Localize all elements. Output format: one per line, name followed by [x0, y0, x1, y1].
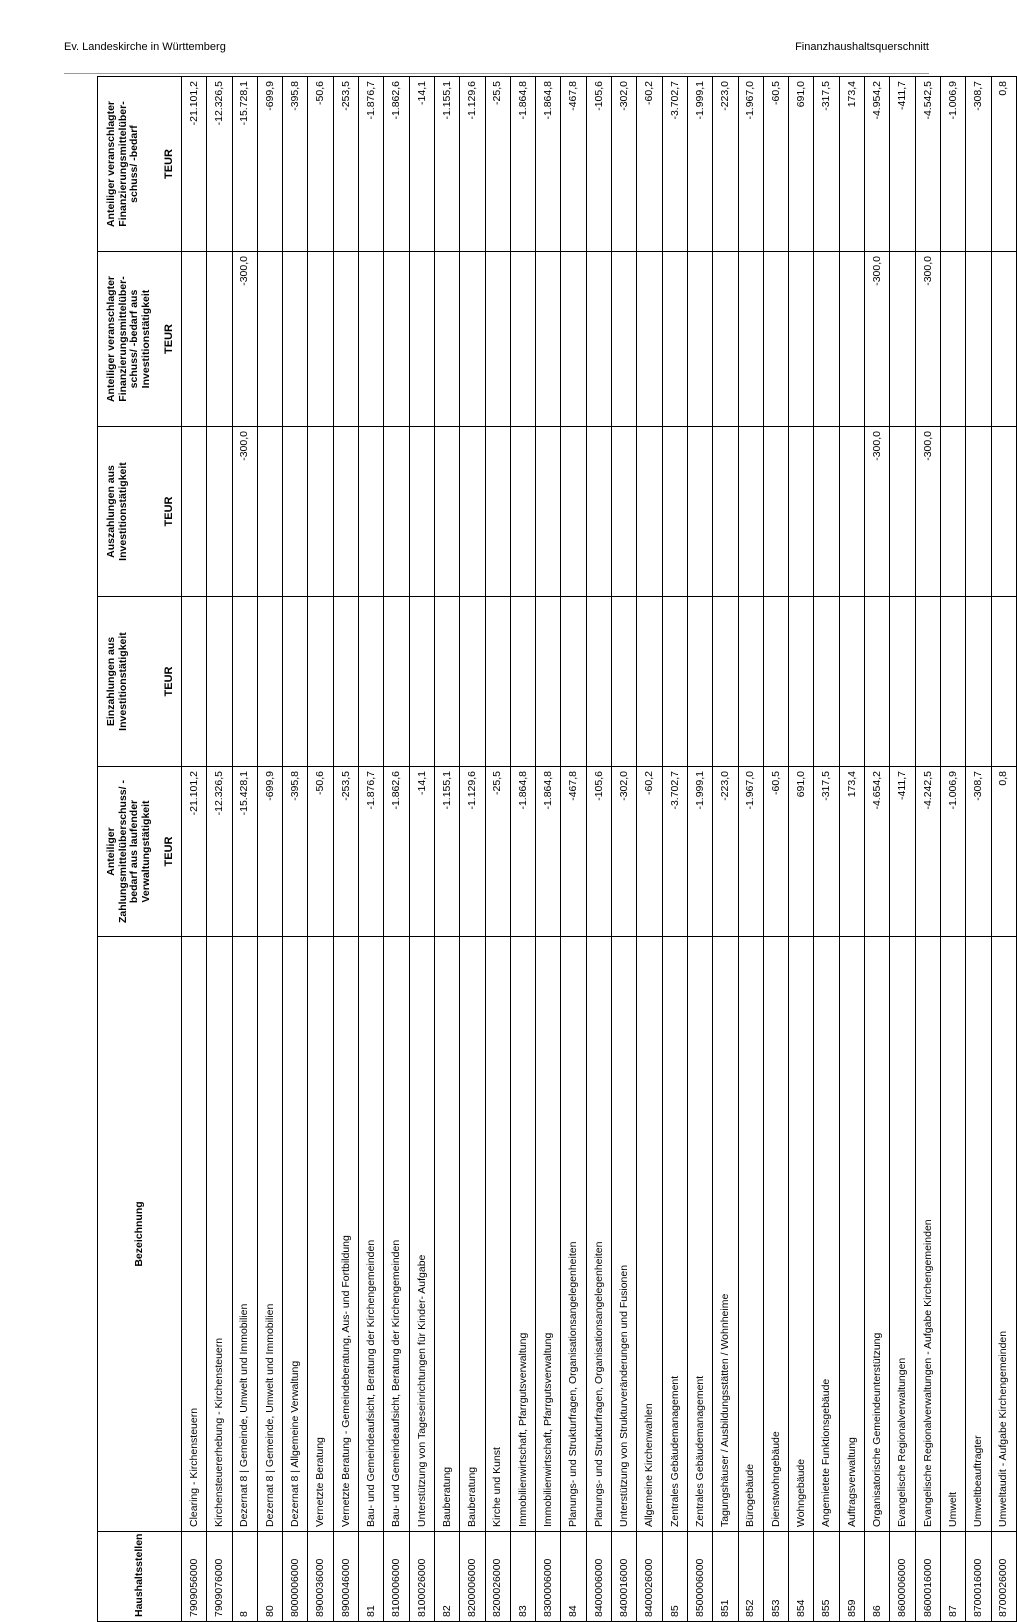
- column-header-unit: TEUR: [163, 324, 175, 354]
- cell-verwaltung: -14,1: [409, 767, 434, 937]
- cell-invest-saldo: [763, 252, 788, 427]
- cell-haushaltsstelle: 8: [232, 1532, 257, 1622]
- cell-verwaltung: -1.967,0: [738, 767, 763, 937]
- cell-verwaltung: -1.864,8: [510, 767, 535, 937]
- cell-invest-saldo: [384, 252, 409, 427]
- cell-bezeichnung: Planungs- und Strukturfragen, Organisationsangelegenheiten: [586, 937, 611, 1532]
- cell-bezeichnung: Bauberatung: [434, 937, 459, 1532]
- cell-invest-saldo: [308, 252, 333, 427]
- cell-auszahlungen: [283, 427, 308, 597]
- cell-einzahlungen: [763, 597, 788, 767]
- cell-bezeichnung: Zentrales Gebäudemanagement: [687, 937, 712, 1532]
- cell-auszahlungen: [536, 427, 561, 597]
- cell-auszahlungen: [814, 427, 839, 597]
- column-header-invest-saldo: [98, 252, 182, 427]
- cell-bezeichnung: Umweltaudit - Aufgabe Kirchengemeinden: [991, 937, 1016, 1532]
- cell-auszahlungen: [359, 427, 384, 597]
- cell-gesamt-saldo: -4.542,5: [915, 77, 940, 252]
- cell-gesamt-saldo: -3.702,7: [662, 77, 687, 252]
- cell-invest-saldo: [460, 252, 485, 427]
- cell-auszahlungen: [409, 427, 434, 597]
- cell-invest-saldo: [207, 252, 232, 427]
- cell-einzahlungen: [940, 597, 965, 767]
- cell-invest-saldo: [940, 252, 965, 427]
- cell-invest-saldo: [561, 252, 586, 427]
- cell-einzahlungen: [257, 597, 282, 767]
- cell-haushaltsstelle: 8400016000: [612, 1532, 637, 1622]
- table-row: [612, 77, 637, 1622]
- cell-verwaltung: -1.129,6: [460, 767, 485, 937]
- cell-auszahlungen: [738, 427, 763, 597]
- cell-einzahlungen: [308, 597, 333, 767]
- column-header-title: Anteiliger veranschlagter Finanzierungsmittelüber- schuss/ -bedarf aus Investitionstätigkeit: [105, 275, 152, 403]
- table-row: [207, 77, 232, 1622]
- cell-bezeichnung: Evangelische Regionalverwaltungen: [890, 937, 915, 1532]
- cell-bezeichnung: Bürogebäude: [738, 937, 763, 1532]
- cell-auszahlungen: [510, 427, 535, 597]
- cell-invest-saldo: [890, 252, 915, 427]
- cell-verwaltung: -411,7: [890, 767, 915, 937]
- cell-gesamt-saldo: -1.155,1: [434, 77, 459, 252]
- cell-einzahlungen: [384, 597, 409, 767]
- cell-gesamt-saldo: -12.326,5: [207, 77, 232, 252]
- cell-einzahlungen: [991, 597, 1016, 767]
- cell-gesamt-saldo: -253,5: [333, 77, 358, 252]
- cell-invest-saldo: [966, 252, 991, 427]
- cell-gesamt-saldo: -14,1: [409, 77, 434, 252]
- cell-einzahlungen: [536, 597, 561, 767]
- cell-bezeichnung: Dienstwohngebäude: [763, 937, 788, 1532]
- cell-einzahlungen: [333, 597, 358, 767]
- cell-auszahlungen: [966, 427, 991, 597]
- column-header-verwaltung: [98, 767, 182, 937]
- cell-einzahlungen: [738, 597, 763, 767]
- cell-gesamt-saldo: -317,5: [814, 77, 839, 252]
- cell-haushaltsstelle: 8900046000: [333, 1532, 358, 1622]
- cell-bezeichnung: Allgemeine Kirchenwahlen: [637, 937, 662, 1532]
- cell-verwaltung: -253,5: [333, 767, 358, 937]
- cell-einzahlungen: [561, 597, 586, 767]
- table-row: [536, 77, 561, 1622]
- cell-verwaltung: -467,8: [561, 767, 586, 937]
- cell-verwaltung: -302,0: [612, 767, 637, 937]
- rotated-table-container: [97, 77, 1010, 1622]
- cell-invest-saldo: [814, 252, 839, 427]
- table-row: [182, 77, 207, 1622]
- cell-auszahlungen: [612, 427, 637, 597]
- cell-bezeichnung: Dezernat 8 | Gemeinde, Umwelt und Immobilien: [257, 937, 282, 1532]
- cell-auszahlungen: [434, 427, 459, 597]
- cell-bezeichnung: Bau- und Gemeindeaufsicht, Beratung der Kirchengemeinden: [384, 937, 409, 1532]
- cell-auszahlungen: [333, 427, 358, 597]
- cell-haushaltsstelle: 8200006000: [460, 1532, 485, 1622]
- table-row: [915, 77, 940, 1622]
- cell-invest-saldo: [687, 252, 712, 427]
- cell-bezeichnung: Bau- und Gemeindeaufsicht, Beratung der Kirchengemeinden: [359, 937, 384, 1532]
- cell-haushaltsstelle: 851: [713, 1532, 738, 1622]
- cell-invest-saldo: [333, 252, 358, 427]
- column-header-gesamt-saldo: [98, 77, 182, 252]
- cell-bezeichnung: Auftragsverwaltung: [839, 937, 864, 1532]
- cell-haushaltsstelle: 8600016000: [915, 1532, 940, 1622]
- cell-auszahlungen: [637, 427, 662, 597]
- cell-einzahlungen: [890, 597, 915, 767]
- column-header-unit: TEUR: [163, 149, 175, 179]
- cell-gesamt-saldo: -1.864,8: [536, 77, 561, 252]
- cell-haushaltsstelle: 8100006000: [384, 1532, 409, 1622]
- cell-bezeichnung: Vernetzte Beratung - Gemeindeberatung, Aus- und Fortbildung: [333, 937, 358, 1532]
- cell-invest-saldo: [409, 252, 434, 427]
- cell-gesamt-saldo: -21.101,2: [182, 77, 207, 252]
- cell-bezeichnung: Planungs- und Strukturfragen, Organisationsangelegenheiten: [561, 937, 586, 1532]
- cell-haushaltsstelle: 8000006000: [283, 1532, 308, 1622]
- cell-bezeichnung: Immobilienwirtschaft, Pfarrgutsverwaltung: [536, 937, 561, 1532]
- cell-haushaltsstelle: 8100026000: [409, 1532, 434, 1622]
- table-row: [232, 77, 257, 1622]
- table-row: [991, 77, 1016, 1622]
- cell-invest-saldo: [662, 252, 687, 427]
- cell-bezeichnung: Angemietete Funktionsgebäude: [814, 937, 839, 1532]
- table-row: [460, 77, 485, 1622]
- cell-einzahlungen: [915, 597, 940, 767]
- cell-haushaltsstelle: 85: [662, 1532, 687, 1622]
- cell-auszahlungen: [460, 427, 485, 597]
- cell-verwaltung: -317,5: [814, 767, 839, 937]
- table-row: [789, 77, 814, 1622]
- cell-bezeichnung: Umwelt: [940, 937, 965, 1532]
- cell-haushaltsstelle: 87: [940, 1532, 965, 1622]
- cell-einzahlungen: [485, 597, 510, 767]
- table-row: [738, 77, 763, 1622]
- table-row: [561, 77, 586, 1622]
- cell-invest-saldo: [612, 252, 637, 427]
- cell-gesamt-saldo: -60,5: [763, 77, 788, 252]
- cell-verwaltung: -50,6: [308, 767, 333, 937]
- cell-verwaltung: -15.428,1: [232, 767, 257, 937]
- column-header-title: Einzahlungen aus Investitionstätigkeit: [105, 632, 129, 731]
- cell-auszahlungen: [257, 427, 282, 597]
- cell-gesamt-saldo: -395,8: [283, 77, 308, 252]
- cell-invest-saldo: [738, 252, 763, 427]
- cell-bezeichnung: Bauberatung: [460, 937, 485, 1532]
- cell-gesamt-saldo: -1.876,7: [359, 77, 384, 252]
- cell-verwaltung: 691,0: [789, 767, 814, 937]
- cell-einzahlungen: [283, 597, 308, 767]
- cell-bezeichnung: Dezernat 8 | Allgemeine Verwaltung: [283, 937, 308, 1532]
- cell-gesamt-saldo: -60,2: [637, 77, 662, 252]
- cell-einzahlungen: [409, 597, 434, 767]
- cell-verwaltung: -12.326,5: [207, 767, 232, 937]
- column-header-title: Anteiliger Zahlungsmittelüberschuss/ - bedarf aus laufender Verwaltungstätigkeit: [105, 780, 152, 923]
- cell-bezeichnung: Tagungshäuser / Ausbildungsstätten / Wohnheime: [713, 937, 738, 1532]
- table-row: [687, 77, 712, 1622]
- cell-einzahlungen: [637, 597, 662, 767]
- cell-invest-saldo: [485, 252, 510, 427]
- cell-invest-saldo: [789, 252, 814, 427]
- cell-haushaltsstelle: 8700016000: [966, 1532, 991, 1622]
- column-header-title: Anteiliger veranschlagter Finanzierungsmittelüber- schuss/ -bedarf: [105, 100, 141, 228]
- cell-verwaltung: -1.155,1: [434, 767, 459, 937]
- cell-haushaltsstelle: 7909056000: [182, 1532, 207, 1622]
- cell-verwaltung: -223,0: [713, 767, 738, 937]
- cell-auszahlungen: [991, 427, 1016, 597]
- cell-bezeichnung: Umweltbeauftragter: [966, 937, 991, 1532]
- cell-gesamt-saldo: 0,8: [991, 77, 1016, 252]
- cell-gesamt-saldo: -308,7: [966, 77, 991, 252]
- cell-auszahlungen: -300,0: [865, 427, 890, 597]
- cell-verwaltung: -699,9: [257, 767, 282, 937]
- cell-haushaltsstelle: 859: [839, 1532, 864, 1622]
- cell-gesamt-saldo: -302,0: [612, 77, 637, 252]
- cell-bezeichnung: Unterstützung von Strukturveränderungen und Fusionen: [612, 937, 637, 1532]
- cell-verwaltung: -60,5: [763, 767, 788, 937]
- header-right-text: Finanzhaushaltsquerschnitt: [795, 41, 929, 53]
- cell-gesamt-saldo: -223,0: [713, 77, 738, 252]
- cell-invest-saldo: [257, 252, 282, 427]
- table-row: [814, 77, 839, 1622]
- cell-haushaltsstelle: 8400006000: [586, 1532, 611, 1622]
- table-row: [662, 77, 687, 1622]
- cell-haushaltsstelle: 86: [865, 1532, 890, 1622]
- cell-invest-saldo: [637, 252, 662, 427]
- cell-bezeichnung: Clearing - Kirchensteuern: [182, 937, 207, 1532]
- cell-gesamt-saldo: -699,9: [257, 77, 282, 252]
- cell-invest-saldo: -300,0: [865, 252, 890, 427]
- column-header-auszahlungen: [98, 427, 182, 597]
- cell-gesamt-saldo: -1.999,1: [687, 77, 712, 252]
- cell-auszahlungen: [182, 427, 207, 597]
- table-row: [434, 77, 459, 1622]
- cell-auszahlungen: [485, 427, 510, 597]
- cell-verwaltung: -25,5: [485, 767, 510, 937]
- cell-haushaltsstelle: 83: [510, 1532, 535, 1622]
- cell-haushaltsstelle: 855: [814, 1532, 839, 1622]
- cell-bezeichnung: Unterstützung von Tageseinrichtungen für Kinder- Aufgabe: [409, 937, 434, 1532]
- table-row: [257, 77, 282, 1622]
- cell-verwaltung: -1.864,8: [536, 767, 561, 937]
- cell-verwaltung: -3.702,7: [662, 767, 687, 937]
- cell-auszahlungen: [839, 427, 864, 597]
- cell-auszahlungen: [763, 427, 788, 597]
- cell-verwaltung: -60,2: [637, 767, 662, 937]
- cell-bezeichnung: Immobilienwirtschaft, Pfarrgutsverwaltung: [510, 937, 535, 1532]
- cell-auszahlungen: -300,0: [232, 427, 257, 597]
- cell-einzahlungen: [966, 597, 991, 767]
- table-row: [333, 77, 358, 1622]
- table-body: [182, 77, 1017, 1622]
- table-row: [713, 77, 738, 1622]
- cell-gesamt-saldo: -1.129,6: [460, 77, 485, 252]
- cell-auszahlungen: [890, 427, 915, 597]
- cell-bezeichnung: Dezernat 8 | Gemeinde, Umwelt und Immobilien: [232, 937, 257, 1532]
- cell-verwaltung: -1.876,7: [359, 767, 384, 937]
- cell-haushaltsstelle: 854: [789, 1532, 814, 1622]
- table-row: [359, 77, 384, 1622]
- cell-invest-saldo: [839, 252, 864, 427]
- cell-haushaltsstelle: 82: [434, 1532, 459, 1622]
- cell-einzahlungen: [359, 597, 384, 767]
- cell-haushaltsstelle: 8600006000: [890, 1532, 915, 1622]
- column-header-unit: TEUR: [163, 496, 175, 527]
- cell-einzahlungen: [586, 597, 611, 767]
- cell-gesamt-saldo: -105,6: [586, 77, 611, 252]
- cell-gesamt-saldo: -15.728,1: [232, 77, 257, 252]
- cell-bezeichnung: Wohngebäude: [789, 937, 814, 1532]
- cell-invest-saldo: [182, 252, 207, 427]
- cell-haushaltsstelle: 8200026000: [485, 1532, 510, 1622]
- column-header-title: Auszahlungen aus Investitionstätigkeit: [105, 462, 129, 561]
- cell-einzahlungen: [460, 597, 485, 767]
- cell-gesamt-saldo: -50,6: [308, 77, 333, 252]
- cell-verwaltung: -4.654,2: [865, 767, 890, 937]
- cell-einzahlungen: [839, 597, 864, 767]
- cell-haushaltsstelle: 8500006000: [687, 1532, 712, 1622]
- cell-invest-saldo: [510, 252, 535, 427]
- table-row: [865, 77, 890, 1622]
- cell-haushaltsstelle: 852: [738, 1532, 763, 1622]
- cell-auszahlungen: [713, 427, 738, 597]
- cell-bezeichnung: Vernetzte Beratung: [308, 937, 333, 1532]
- cell-haushaltsstelle: 84: [561, 1532, 586, 1622]
- cell-invest-saldo: [359, 252, 384, 427]
- table-row: [763, 77, 788, 1622]
- cell-invest-saldo: [283, 252, 308, 427]
- table-row: [890, 77, 915, 1622]
- cell-gesamt-saldo: -467,8: [561, 77, 586, 252]
- table-row: [586, 77, 611, 1622]
- column-header-unit: TEUR: [163, 836, 175, 867]
- cell-haushaltsstelle: 8400026000: [637, 1532, 662, 1622]
- cell-haushaltsstelle: 80: [257, 1532, 282, 1622]
- cell-invest-saldo: [536, 252, 561, 427]
- cell-invest-saldo: [586, 252, 611, 427]
- table-header-row: [98, 77, 182, 1622]
- header-divider: [64, 73, 929, 74]
- cell-gesamt-saldo: -4.954,2: [865, 77, 890, 252]
- budget-table: [97, 76, 1017, 1622]
- cell-invest-saldo: [991, 252, 1016, 427]
- table-row: [409, 77, 434, 1622]
- cell-bezeichnung: Organisatorische Gemeindeunterstützung: [865, 937, 890, 1532]
- cell-bezeichnung: Zentrales Gebäudemanagement: [662, 937, 687, 1532]
- cell-gesamt-saldo: -1.862,6: [384, 77, 409, 252]
- cell-haushaltsstelle: 8300006000: [536, 1532, 561, 1622]
- table-row: [637, 77, 662, 1622]
- table-row: [940, 77, 965, 1622]
- cell-gesamt-saldo: -411,7: [890, 77, 915, 252]
- table-row: [485, 77, 510, 1622]
- cell-auszahlungen: [662, 427, 687, 597]
- cell-verwaltung: -1.006,9: [940, 767, 965, 937]
- cell-invest-saldo: -300,0: [915, 252, 940, 427]
- cell-einzahlungen: [789, 597, 814, 767]
- cell-auszahlungen: [308, 427, 333, 597]
- cell-haushaltsstelle: 8700026000: [991, 1532, 1016, 1622]
- cell-einzahlungen: [207, 597, 232, 767]
- cell-invest-saldo: [434, 252, 459, 427]
- cell-auszahlungen: -300,0: [915, 427, 940, 597]
- cell-einzahlungen: [713, 597, 738, 767]
- cell-einzahlungen: [814, 597, 839, 767]
- cell-bezeichnung: Kirchensteuererhebung - Kirchensteuern: [207, 937, 232, 1532]
- column-header-haushaltsstellen: Haushaltsstellen: [98, 1532, 182, 1622]
- cell-bezeichnung: Kirche und Kunst: [485, 937, 510, 1532]
- cell-einzahlungen: [612, 597, 637, 767]
- cell-auszahlungen: [561, 427, 586, 597]
- cell-verwaltung: -1.862,6: [384, 767, 409, 937]
- cell-gesamt-saldo: 173,4: [839, 77, 864, 252]
- cell-auszahlungen: [384, 427, 409, 597]
- cell-auszahlungen: [789, 427, 814, 597]
- cell-verwaltung: -21.101,2: [182, 767, 207, 937]
- cell-verwaltung: 173,4: [839, 767, 864, 937]
- cell-invest-saldo: [713, 252, 738, 427]
- cell-gesamt-saldo: -25,5: [485, 77, 510, 252]
- cell-einzahlungen: [662, 597, 687, 767]
- cell-haushaltsstelle: 7909076000: [207, 1532, 232, 1622]
- column-header-einzahlungen: [98, 597, 182, 767]
- cell-auszahlungen: [687, 427, 712, 597]
- table-row: [839, 77, 864, 1622]
- cell-gesamt-saldo: -1.006,9: [940, 77, 965, 252]
- cell-einzahlungen: [687, 597, 712, 767]
- cell-einzahlungen: [232, 597, 257, 767]
- cell-gesamt-saldo: 691,0: [789, 77, 814, 252]
- column-header-bezeichnung: Bezeichnung: [98, 937, 182, 1532]
- cell-einzahlungen: [182, 597, 207, 767]
- cell-haushaltsstelle: 8900036000: [308, 1532, 333, 1622]
- cell-bezeichnung: Evangelische Regionalverwaltungen - Aufgabe Kirchengemeinden: [915, 937, 940, 1532]
- cell-gesamt-saldo: -1.864,8: [510, 77, 535, 252]
- cell-verwaltung: -1.999,1: [687, 767, 712, 937]
- column-header-unit: TEUR: [163, 666, 175, 697]
- cell-auszahlungen: [586, 427, 611, 597]
- cell-verwaltung: -4.242,5: [915, 767, 940, 937]
- table-row: [510, 77, 535, 1622]
- cell-invest-saldo: -300,0: [232, 252, 257, 427]
- cell-auszahlungen: [940, 427, 965, 597]
- cell-einzahlungen: [510, 597, 535, 767]
- table-row: [308, 77, 333, 1622]
- cell-verwaltung: -105,6: [586, 767, 611, 937]
- cell-verwaltung: -308,7: [966, 767, 991, 937]
- cell-gesamt-saldo: -1.967,0: [738, 77, 763, 252]
- table-row: [283, 77, 308, 1622]
- cell-verwaltung: 0,8: [991, 767, 1016, 937]
- header-left-text: Ev. Landeskirche in Württemberg: [64, 41, 226, 53]
- cell-einzahlungen: [865, 597, 890, 767]
- cell-verwaltung: -395,8: [283, 767, 308, 937]
- table-row: [384, 77, 409, 1622]
- cell-haushaltsstelle: 853: [763, 1532, 788, 1622]
- cell-einzahlungen: [434, 597, 459, 767]
- cell-auszahlungen: [207, 427, 232, 597]
- table-row: [966, 77, 991, 1622]
- cell-haushaltsstelle: 81: [359, 1532, 384, 1622]
